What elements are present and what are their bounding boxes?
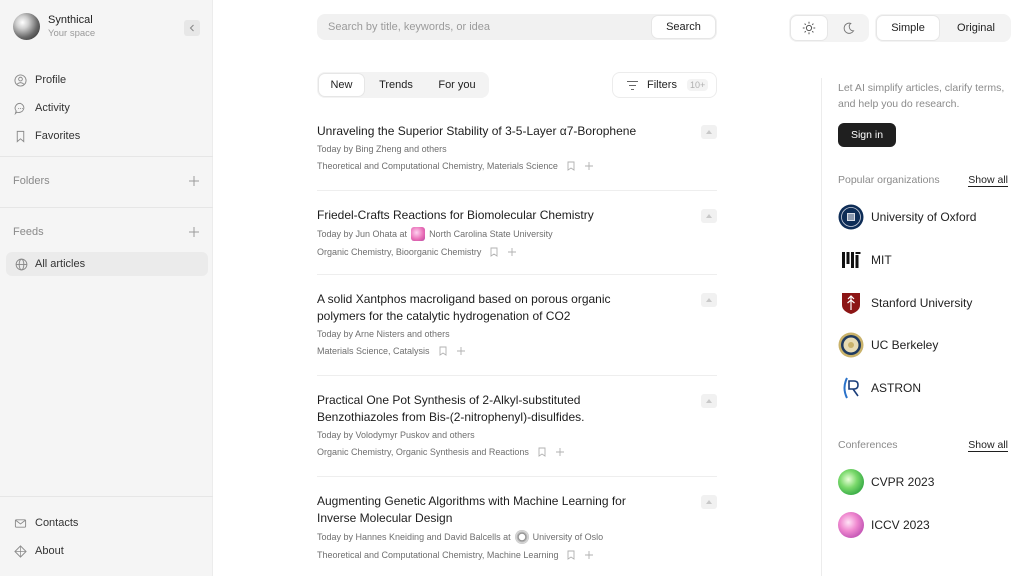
mail-icon — [13, 516, 27, 530]
article-card[interactable] — [317, 123, 717, 172]
plus-icon[interactable] — [555, 447, 565, 457]
chevron-left-icon — [188, 24, 196, 32]
article-tags — [317, 549, 717, 561]
feed-tabs — [317, 72, 489, 98]
sidebar-item-profile[interactable] — [13, 66, 80, 94]
sidebar-divider — [0, 156, 213, 157]
oxford-logo-icon — [838, 204, 864, 230]
article-meta — [317, 429, 717, 441]
sidebar-divider — [0, 496, 213, 497]
article-topics[interactable]: Organic Chemistry, Bioorganic Chemistry — [317, 247, 482, 257]
article-tags — [317, 345, 717, 357]
article-meta — [317, 227, 717, 241]
upvote-button[interactable] — [701, 495, 717, 509]
folders-label: Folders — [13, 175, 50, 187]
theme-toggle — [789, 14, 869, 42]
org-name: UC Berkeley — [871, 338, 939, 352]
triangle-up-icon — [705, 213, 713, 219]
astron-logo-icon — [838, 375, 864, 401]
app-name: Synthical — [48, 13, 93, 26]
article-divider — [317, 190, 717, 191]
sidebar-nav — [13, 66, 80, 150]
article-authors: Today by Arne Nisters and others — [317, 329, 450, 339]
sidebar-bottom-nav — [13, 509, 78, 565]
about-icon — [13, 544, 27, 558]
plus-icon — [188, 226, 200, 238]
sidebar-item-label: Activity — [35, 102, 70, 114]
sidebar — [0, 0, 213, 576]
triangle-up-icon — [705, 398, 713, 404]
show-all-conferences-link[interactable]: Show all — [968, 439, 1008, 451]
filter-icon — [625, 78, 639, 92]
org-item-mit[interactable] — [838, 247, 892, 273]
right-panel-divider — [821, 78, 822, 576]
plus-icon[interactable] — [584, 550, 594, 560]
filters-button[interactable] — [612, 72, 717, 98]
upvote-button[interactable] — [701, 209, 717, 223]
add-folder-button[interactable] — [187, 174, 201, 188]
bookmark-icon[interactable] — [566, 161, 576, 171]
sidebar-item-label: About — [35, 545, 64, 557]
conference-name: CVPR 2023 — [871, 475, 935, 489]
bookmark-icon[interactable] — [438, 346, 448, 356]
article-divider — [317, 476, 717, 477]
feed-item-all-articles[interactable] — [6, 252, 208, 276]
article-divider — [317, 375, 717, 376]
brand[interactable] — [13, 13, 95, 40]
bookmark-icon[interactable] — [537, 447, 547, 457]
filters-label: Filters — [647, 79, 677, 91]
org-logo — [515, 530, 529, 544]
org-item-astron[interactable] — [838, 375, 921, 401]
conference-item-cvpr[interactable] — [838, 469, 934, 495]
conferences-header — [838, 439, 1008, 452]
plus-icon[interactable] — [456, 346, 466, 356]
search-bar — [317, 14, 717, 40]
article-title[interactable]: Augmenting Genetic Algorithms with Machine Learning for Inverse Molecular Design — [317, 494, 626, 525]
section-title: Conferences — [838, 439, 898, 451]
article-tags — [317, 446, 717, 458]
sidebar-item-contacts[interactable] — [13, 509, 78, 537]
upvote-button[interactable] — [701, 394, 717, 408]
article-tags — [317, 246, 717, 258]
popular-organizations-header — [838, 174, 1008, 187]
article-divider — [317, 274, 717, 275]
article-organization[interactable]: North Carolina State University — [429, 229, 553, 239]
mit-logo-icon — [838, 247, 864, 273]
conference-name: ICCV 2023 — [871, 518, 930, 532]
sidebar-item-favorites[interactable] — [13, 122, 80, 150]
article-tags — [317, 160, 717, 172]
reading-mode-toggle — [875, 14, 1011, 42]
article-card[interactable] — [317, 291, 717, 357]
article-title[interactable]: A solid Xantphos macroligand based on porous organic polymers for the catalytic hydrogenation of CO2 — [317, 292, 611, 323]
search-button[interactable]: Search — [651, 15, 716, 39]
light-theme-button[interactable] — [790, 15, 828, 41]
article-card[interactable] — [317, 493, 717, 561]
app-logo — [13, 13, 40, 40]
dark-theme-button[interactable] — [829, 15, 867, 41]
org-item-stanford[interactable] — [838, 290, 972, 316]
article-topics[interactable]: Theoretical and Computational Chemistry, Materials Science — [317, 161, 558, 171]
plus-icon — [188, 175, 200, 187]
ai-promo-text: Let AI simplify articles, clarify terms, and help you do research. — [838, 82, 1005, 110]
original-mode-button[interactable]: Original — [957, 22, 995, 34]
article-authors: Today by Hannes Kneiding and David Balcells at — [317, 532, 511, 542]
triangle-up-icon — [705, 297, 713, 303]
collapse-sidebar-button[interactable] — [184, 20, 200, 36]
article-topics[interactable]: Materials Science, Catalysis — [317, 346, 430, 356]
article-organization[interactable]: University of Oslo — [532, 532, 604, 542]
org-logo — [411, 227, 425, 241]
bookmark-icon — [13, 129, 27, 143]
article-authors: Today by Jun Ohata at — [317, 229, 408, 239]
article-card[interactable] — [317, 207, 717, 258]
tab-for-you[interactable]: For you — [438, 79, 476, 91]
triangle-up-icon — [705, 129, 713, 135]
search-input[interactable] — [317, 14, 647, 40]
sidebar-item-label: Profile — [35, 74, 67, 86]
sidebar-item-label: Contacts — [35, 517, 79, 529]
article-title[interactable]: Unraveling the Superior Stability of 3-5-Layer α7-Borophene — [317, 124, 637, 138]
uc-berkeley-logo-icon — [838, 332, 864, 358]
sidebar-item-about[interactable] — [13, 537, 78, 565]
org-name: University of Oxford — [871, 210, 977, 224]
bookmark-icon[interactable] — [566, 550, 576, 560]
stanford-logo-icon — [838, 290, 864, 316]
app-subtitle: Your space — [48, 27, 96, 39]
plus-icon[interactable] — [584, 161, 594, 171]
article-card[interactable] — [317, 392, 717, 458]
feeds-section — [13, 225, 201, 239]
sidebar-item-activity[interactable] — [13, 94, 80, 122]
article-meta — [317, 143, 717, 155]
add-feed-button[interactable] — [187, 225, 201, 239]
upvote-button[interactable] — [701, 293, 717, 307]
conference-item-iccv[interactable] — [838, 512, 930, 538]
plus-icon[interactable] — [507, 247, 517, 257]
simple-mode-button[interactable]: Simple — [876, 15, 940, 41]
filters-count-badge: 10+ — [687, 79, 708, 91]
sidebar-divider — [0, 207, 213, 208]
org-name: Stanford University — [871, 296, 973, 310]
article-title[interactable]: Practical One Pot Synthesis of 2-Alkyl-substituted Benzothiazoles from Bis-(2-nitrophenyl)-disulfides. — [317, 393, 585, 424]
triangle-up-icon — [705, 499, 713, 505]
article-topics[interactable]: Theoretical and Computational Chemistry, Machine Learning — [317, 550, 559, 560]
article-meta — [317, 328, 717, 340]
activity-icon — [13, 101, 27, 115]
tab-new[interactable]: New — [318, 73, 365, 97]
org-name: ASTRON — [871, 381, 922, 395]
article-authors: Today by Volodymyr Puskov and others — [317, 430, 475, 440]
section-title: Popular organizations — [838, 174, 940, 186]
sign-in-button[interactable]: Sign in — [838, 123, 896, 147]
tab-trends[interactable]: Trends — [379, 79, 413, 91]
article-topics[interactable]: Organic Chemistry, Organic Synthesis and Reactions — [317, 447, 529, 457]
article-meta — [317, 530, 717, 544]
org-item-oxford[interactable] — [838, 204, 976, 230]
article-title[interactable]: Friedel-Crafts Reactions for Biomolecular Chemistry — [317, 208, 594, 222]
feed-item-label: All articles — [35, 258, 86, 270]
sidebar-item-label: Favorites — [35, 130, 81, 142]
folders-section — [13, 174, 201, 188]
article-authors: Today by Bing Zheng and others — [317, 144, 447, 154]
upvote-button[interactable] — [701, 125, 717, 139]
globe-icon — [14, 257, 28, 271]
show-all-organizations-link[interactable]: Show all — [968, 174, 1008, 186]
org-item-uc-berkeley[interactable] — [838, 332, 938, 358]
moon-icon — [842, 22, 855, 35]
sun-icon — [802, 21, 816, 35]
profile-icon — [13, 73, 27, 87]
bookmark-icon[interactable] — [489, 247, 499, 257]
feeds-label: Feeds — [13, 226, 44, 238]
iccv-logo-icon — [838, 512, 864, 538]
cvpr-logo-icon — [838, 469, 864, 495]
org-name: MIT — [871, 253, 892, 267]
